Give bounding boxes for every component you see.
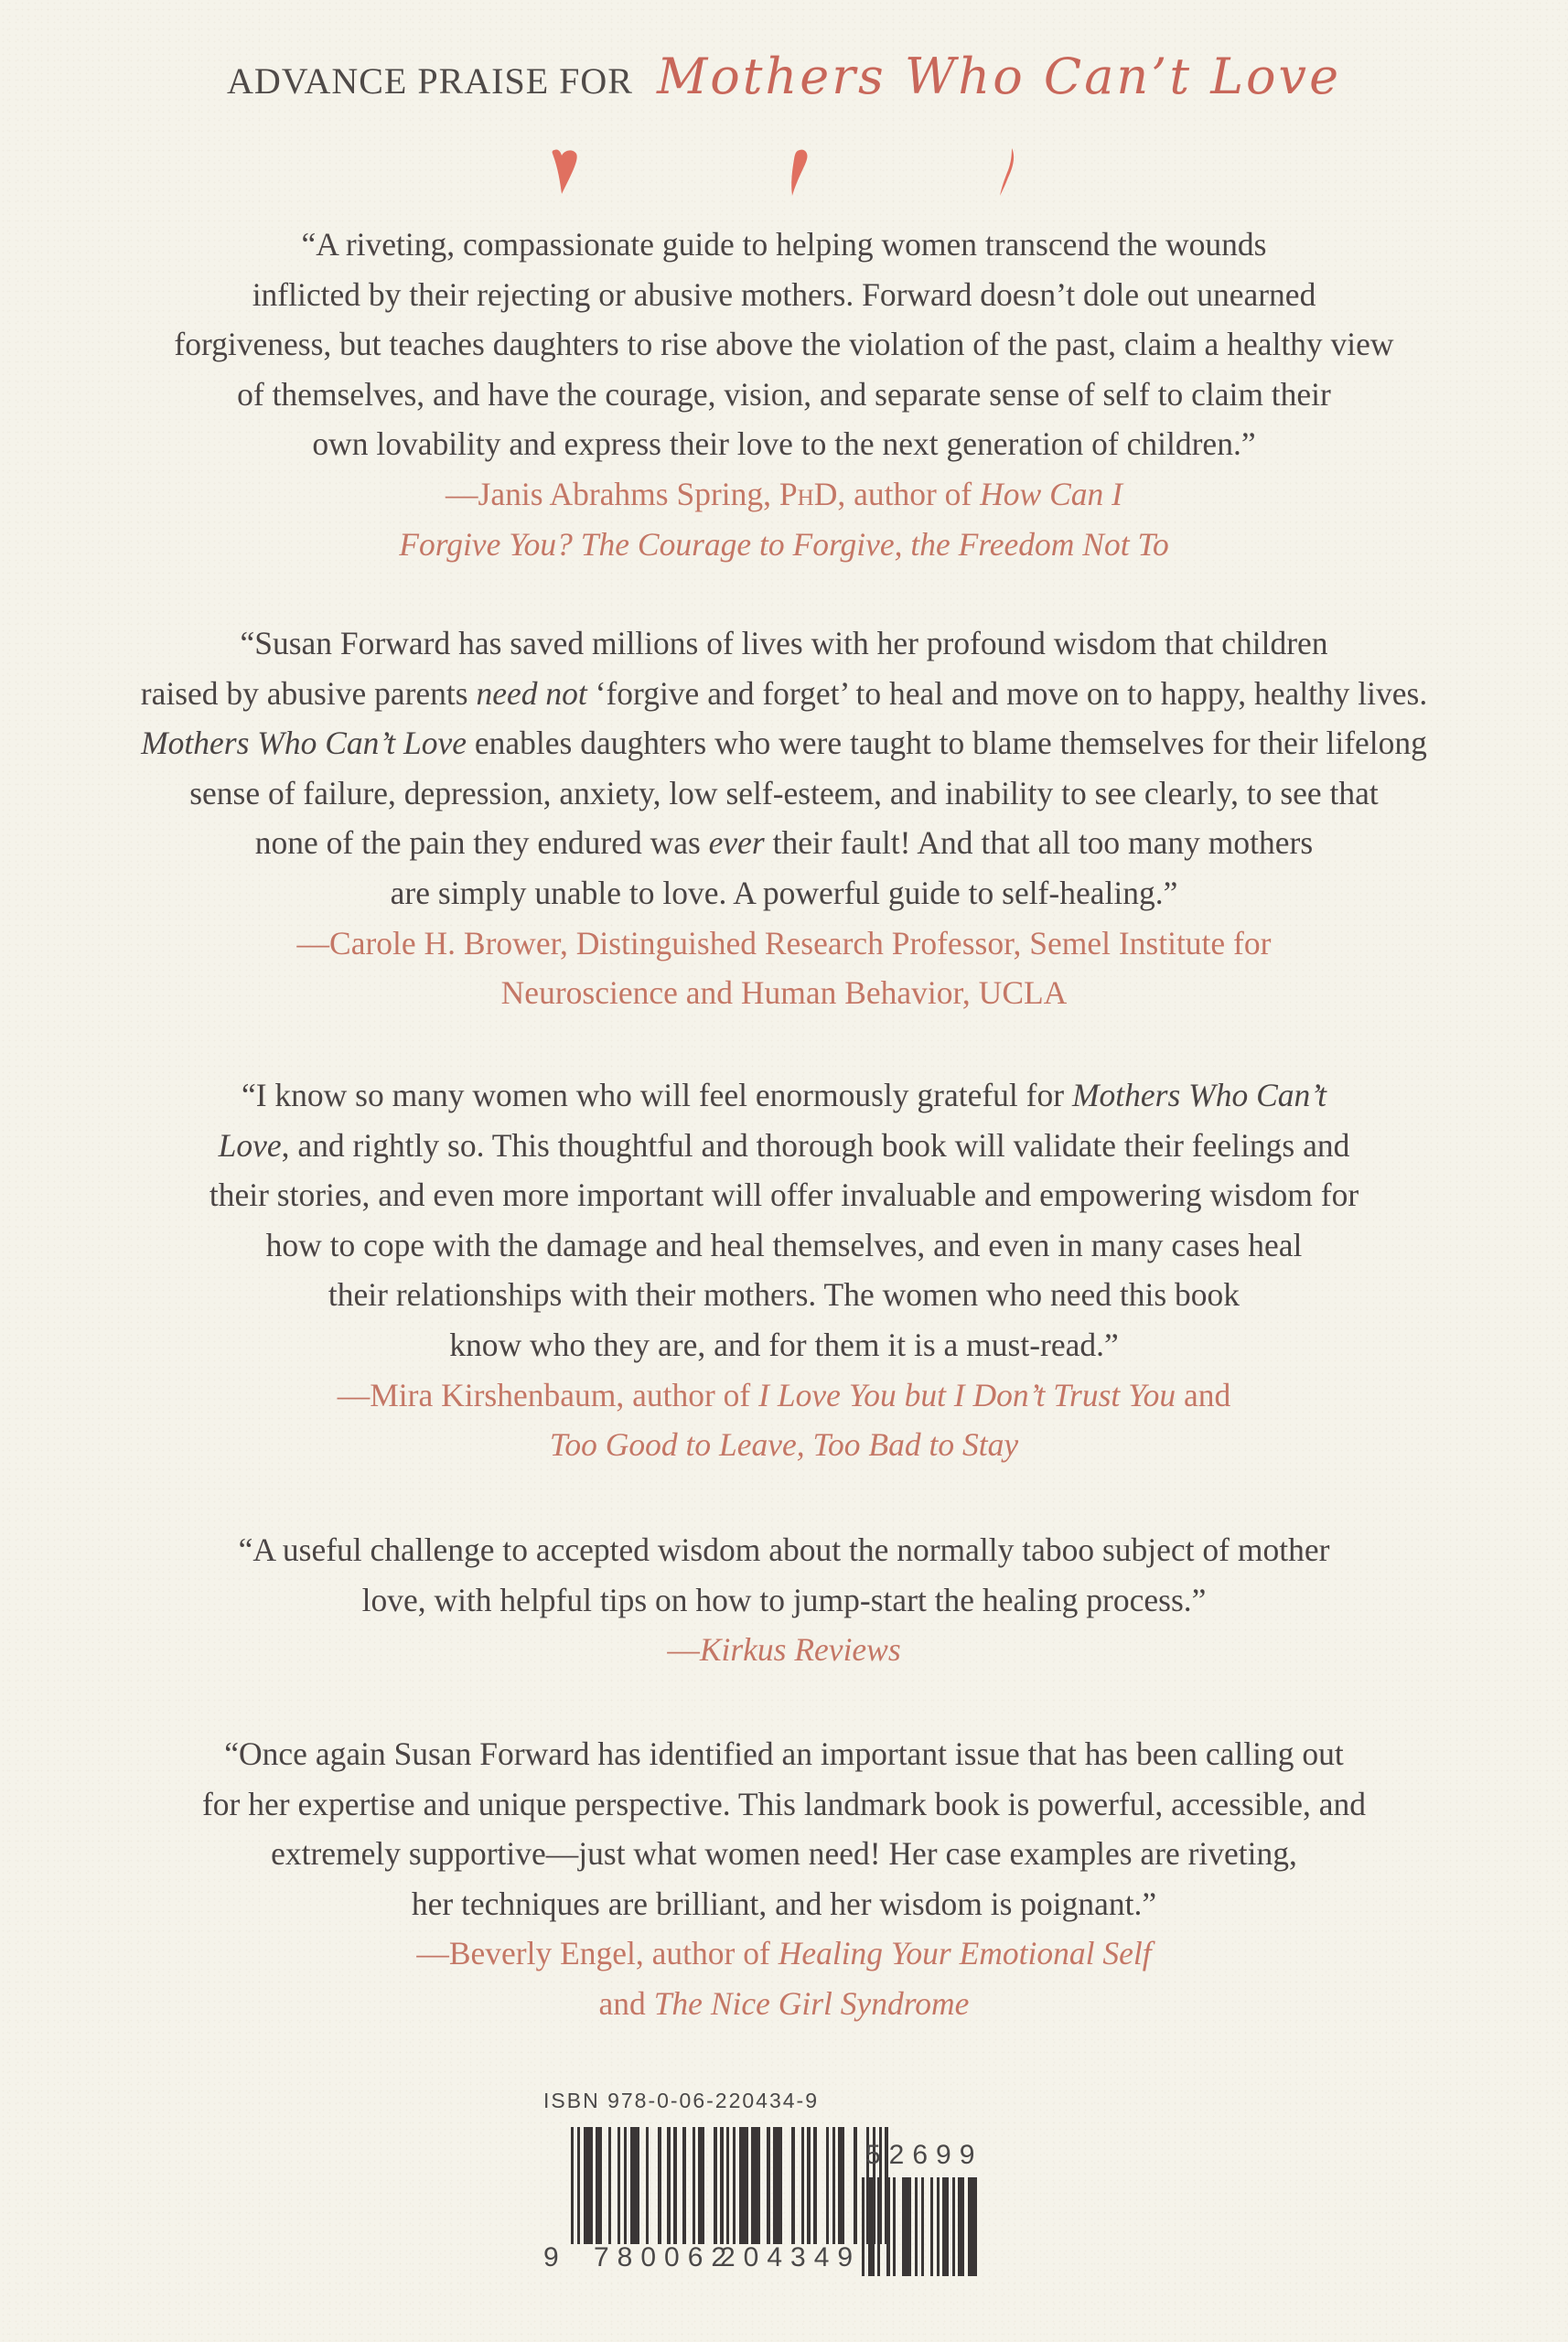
text-segment: “A riveting, compassionate guide to helping women transcend the wounds (301, 226, 1267, 263)
text-segment: “Once again Susan Forward has identified an important issue that has been calling out (224, 1735, 1344, 1772)
barcode-digits-left: 780062 (594, 2242, 736, 2272)
heart-ornaments (0, 146, 1568, 201)
barcode-bar (838, 2127, 844, 2244)
barcode-bar (577, 2127, 580, 2244)
barcode-bar (584, 2127, 593, 2244)
text-segment: inflicted by their rejecting or abusive mothers. Forward doesn’t dole out unearned (252, 275, 1316, 313)
italic-title: ever (708, 824, 765, 862)
quote-text-line (0, 270, 1568, 320)
quote-text-line (0, 419, 1568, 469)
praise-header (0, 48, 1568, 105)
barcode-addon-digits: 52699 (865, 2140, 983, 2170)
barcode-digits-right: 204349 (720, 2242, 862, 2272)
barcode-bar (693, 2127, 695, 2244)
text-segment: “Susan Forward has saved millions of lives with her profound wisdom that children (240, 625, 1328, 661)
barcode-bar (832, 2127, 835, 2244)
text-segment: — (667, 1631, 700, 1669)
quote-text-line (0, 1270, 1568, 1320)
text-segment: for her expertise and unique perspective. This landmark book is powerful, accessible, and (201, 1785, 1366, 1822)
italic-title: Kirkus Reviews (699, 1631, 901, 1669)
italic-title: Healing Your Emotional Self (778, 1935, 1152, 1972)
quote-text-line (0, 718, 1568, 768)
quote-attribution-line (0, 469, 1568, 520)
barcode-bar (698, 2127, 704, 2244)
italic-title: Love (218, 1126, 282, 1164)
text-segment: love, with helpful tips on how to jump-start the healing process.” (361, 1581, 1207, 1618)
barcode-bar (618, 2127, 620, 2244)
barcode-bar (915, 2177, 918, 2276)
barcode-bar (673, 2127, 676, 2244)
heart-ornament-full-icon (549, 146, 585, 199)
barcode-bar (630, 2127, 639, 2244)
text-segment: —Carole H. Brower, Distinguished Research Professor, Semel Institute for (296, 924, 1272, 962)
barcode-bar (862, 2177, 865, 2276)
text-segment: enables daughters who were taught to blame themselves for their lifelong (467, 725, 1427, 762)
text-segment: and (1176, 1376, 1231, 1413)
quote-attribution-line (0, 1370, 1568, 1421)
text-segment: ‘forgive and forget’ to heal and move on to happy, healthy lives. (586, 674, 1428, 712)
text-segment: how to cope with the damage and heal themselves, and even in many cases heal (265, 1226, 1303, 1263)
text-segment: “A useful challenge to accepted wisdom about the normally taboo subject of mother (238, 1531, 1330, 1568)
barcode-bar (968, 2177, 977, 2276)
barcode-digit-lead: 9 (543, 2242, 567, 2272)
quote-attribution-line (0, 1928, 1568, 1979)
italic-title: Too Good to Leave, Too Bad to Stay (549, 1426, 1019, 1464)
barcode-bar (801, 2127, 804, 2244)
quote-attribution-line (0, 1625, 1568, 1675)
barcode-bar (767, 2127, 769, 2244)
barcode-bar (826, 2127, 829, 2244)
text-segment: of themselves, and have the courage, vision, and separate sense of self to claim their (237, 375, 1331, 413)
text-segment: raised by abusive parents (140, 674, 477, 712)
text-segment: sense of failure, depression, anxiety, low self-esteem, and inability to see clearly, to see that (189, 774, 1379, 811)
book-title: Mothers Who Can’t Love (656, 48, 1342, 105)
text-segment: Neuroscience and Human Behavior, UCLA (500, 974, 1068, 1012)
text-segment: her techniques are brilliant, and her wisdom is poignant.” (411, 1885, 1157, 1922)
barcode-bar (893, 2177, 896, 2276)
praise-quote-3 (0, 1070, 1568, 1470)
italic-title: Forgive You? The Courage to Forgive, the Freedom Not To (399, 525, 1169, 563)
heart-ornament-sliver-icon (997, 146, 1017, 199)
barcode-bar (791, 2127, 794, 2244)
barcode-bar (667, 2127, 670, 2244)
barcode-bar (682, 2127, 685, 2244)
quote-text-line (0, 1779, 1568, 1830)
text-segment: their fault! And that all too many mothers (764, 824, 1314, 862)
barcode-bar (608, 2127, 611, 2244)
text-segment: —Janis Abrahms Spring, (446, 475, 779, 512)
text-segment: extremely supportive—just what women need! Her case examples are riveting, (271, 1835, 1297, 1873)
barcode-bar (937, 2177, 940, 2276)
barcode-bar (646, 2127, 649, 2244)
quote-text-line (0, 319, 1568, 370)
quote-text-line (0, 370, 1568, 420)
barcode-bar (773, 2127, 782, 2244)
isbn-label: ISBN 978-0-06-220434-9 (543, 2089, 819, 2112)
quote-text-line (0, 669, 1568, 719)
barcode-bar (739, 2127, 748, 2244)
barcode-bar (720, 2127, 723, 2244)
text-segment: their relationships with their mothers. The women who need this book (328, 1276, 1240, 1314)
text-segment: PhD (779, 475, 838, 512)
text-segment: are simply unable to love. A powerful guide to self-healing.” (390, 874, 1178, 911)
quote-attribution-line (0, 968, 1568, 1018)
barcode-bar (868, 2177, 875, 2276)
quote-text-line (0, 1575, 1568, 1626)
quote-text-line (0, 818, 1568, 868)
italic-title: Mothers Who Can’t Love (141, 725, 467, 762)
barcode-bar (658, 2127, 660, 2244)
quote-text-line (0, 220, 1568, 270)
quote-attribution-line (0, 1979, 1568, 2029)
quote-text-line (0, 868, 1568, 919)
quote-attribution-line (0, 919, 1568, 969)
quote-text-line (0, 1320, 1568, 1370)
text-segment: and (598, 1984, 654, 2022)
quote-attribution-line (0, 520, 1568, 570)
barcode-bar (902, 2177, 911, 2276)
barcode-bar (886, 2177, 889, 2276)
barcode-bar (958, 2177, 964, 2276)
praise-quote-1 (0, 220, 1568, 569)
italic-title: The Nice Girl Syndrome (653, 1984, 970, 2022)
praise-quote-2 (0, 618, 1568, 1018)
italic-title: How Can I (980, 475, 1122, 512)
praise-quote-4 (0, 1525, 1568, 1675)
text-segment: know who they are, and for them it is a must-read.” (449, 1326, 1119, 1363)
barcode-bar (813, 2127, 816, 2244)
text-segment: —Mira Kirshenbaum, author of (337, 1376, 759, 1413)
quote-text-line (0, 1879, 1568, 1929)
heart-ornament-half-icon (785, 146, 811, 199)
text-segment: forgiveness, but teaches daughters to rise above the violation of the past, claim a healthy view (174, 326, 1394, 363)
quote-attribution-line (0, 1420, 1568, 1470)
text-segment: own lovability and express their love to the next generation of children.” (312, 425, 1256, 463)
barcode-bar (952, 2177, 955, 2276)
italic-title: Mothers Who Can’t (1071, 1077, 1327, 1113)
quote-text-line (0, 1121, 1568, 1171)
italic-title: need not (476, 674, 587, 712)
text-segment: , and rightly so. This thoughtful and thorough book will validate their feelings and (281, 1126, 1350, 1164)
barcode-bar (930, 2177, 933, 2276)
barcode-bar (596, 2127, 602, 2244)
quote-text-line (0, 1525, 1568, 1575)
header-lead: ADVANCE PRAISE FOR (226, 60, 633, 102)
isbn-barcode (543, 2089, 1001, 2272)
italic-title: I Love You but I Don’t Trust You (758, 1376, 1176, 1413)
text-segment: their stories, and even more important will offer invaluable and empowering wisdom for (209, 1176, 1359, 1214)
barcode-bar (726, 2127, 729, 2244)
barcode-bar (942, 2177, 949, 2276)
barcode-bar (877, 2177, 880, 2276)
quote-text-line (0, 1829, 1568, 1879)
quote-text-line (0, 1070, 1568, 1121)
barcode-bar (714, 2127, 716, 2244)
praise-quote-5 (0, 1729, 1568, 2029)
barcode-bar (733, 2127, 736, 2244)
quote-text-line (0, 1729, 1568, 1779)
barcode-bar (921, 2177, 924, 2276)
quote-text-line (0, 618, 1568, 669)
barcode-bar (854, 2127, 856, 2244)
barcode-bar (624, 2127, 627, 2244)
text-segment: , author of (837, 475, 981, 512)
quote-text-line (0, 1170, 1568, 1220)
quote-text-line (0, 768, 1568, 819)
barcode-bar (807, 2127, 810, 2244)
barcode-bar (571, 2127, 574, 2244)
text-segment: —Beverly Engel, author of (416, 1935, 779, 1972)
quote-text-line (0, 1220, 1568, 1271)
text-segment: “I know so many women who will feel enormously grateful for (241, 1077, 1072, 1113)
text-segment: none of the pain they endured was (254, 824, 709, 862)
barcode-bar (751, 2127, 760, 2244)
